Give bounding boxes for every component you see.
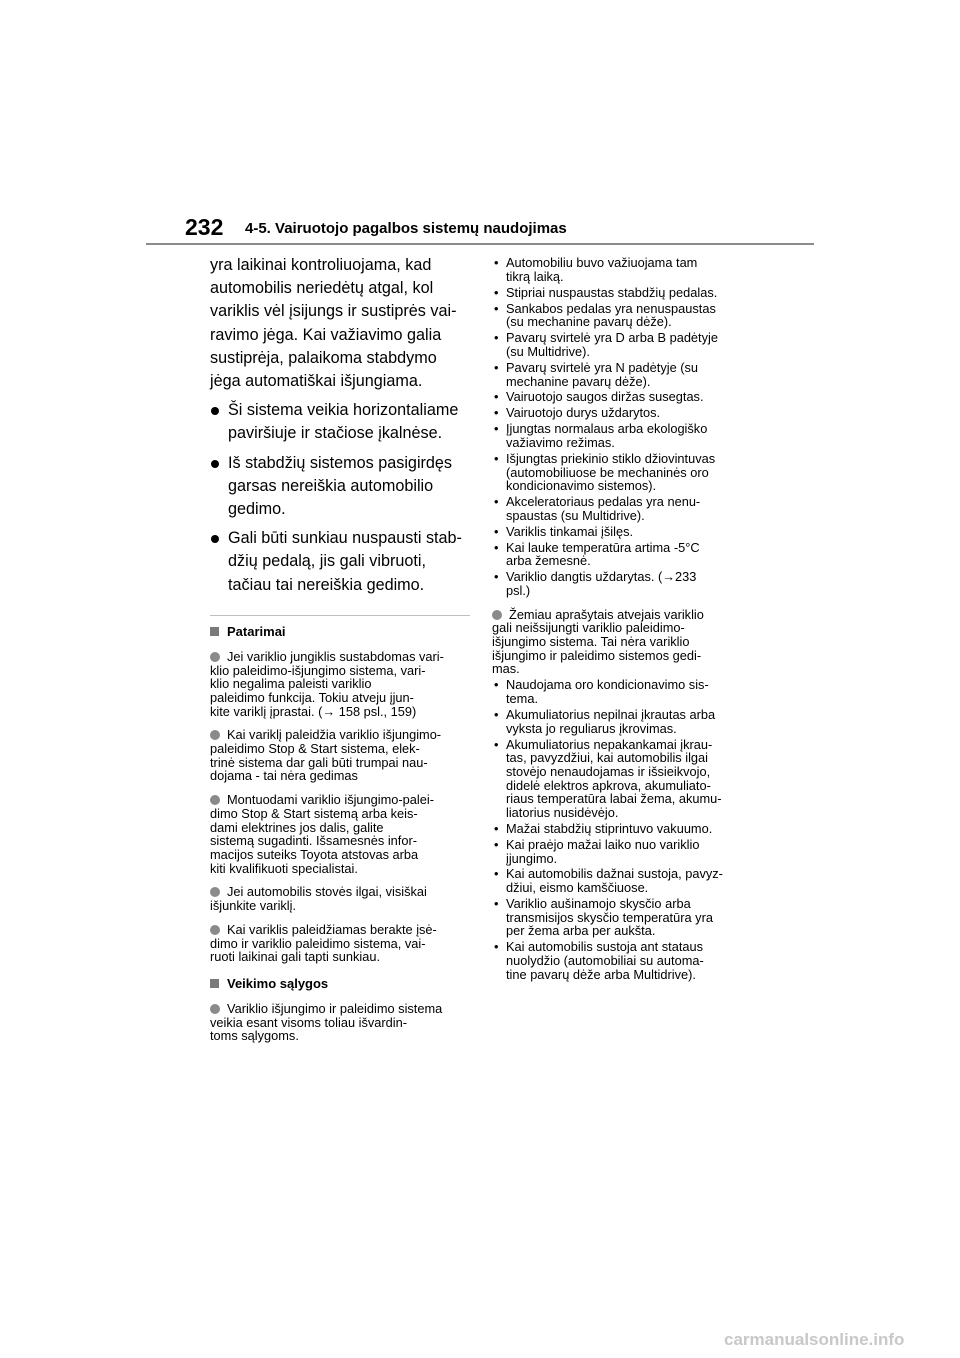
condition-item: • Variklis tinkamai įšilęs. xyxy=(492,525,760,539)
condition-item: • Įjungtas normalaus arba ekologiško važiavimo režimas. xyxy=(492,422,760,449)
main-bullet-item xyxy=(210,399,470,445)
page-number: 232 xyxy=(185,214,224,240)
tip-item: Montuodami variklio išjungimo-palei- dimo Stop & Start sistemą arba keis- dami elektrines jos dalis, galite sistemą sugadinti. Išsamesnės infor- macijos suteiks Toyota atstovas arba kiti kvalifikuoti specialistai. xyxy=(210,792,434,876)
tip-item: Kai variklis paleidžiamas berakte įsė- dimo ir variklio paleidimo sistema, vai- ruoti laikinai gali tapti sunkiau. xyxy=(210,921,437,965)
circle-marker-icon xyxy=(210,795,220,805)
circle-marker-icon xyxy=(210,652,220,662)
circle-marker-icon xyxy=(210,730,220,740)
main-bullet-item xyxy=(210,452,470,522)
circle-marker-icon xyxy=(210,887,220,897)
exceptions-note: Žemiau aprašytais atvejais variklio gali neišsijungti variklio paleidimo- išjungimo sistema. Tai nėra variklio išjungimo ir paleidimo sistemos gedi- mas. xyxy=(492,606,704,677)
circle-marker-icon xyxy=(210,925,220,935)
exception-item: • Kai praėjo mažai laiko nuo variklio įjungimo. xyxy=(492,838,760,865)
tip-item: Jei variklio jungiklis sustabdomas vari- klio paleidimo-išjungimo sistema, vari- klio negalima paleisti variklio paleidimo funkcija. Tokiu atveju įjun- kite variklį įprastai. (→ 158 psl., 159) xyxy=(210,648,444,719)
condition-item: • Pavarų svirtelė yra N padėtyje (su mechanine pavarų dėže). xyxy=(492,361,760,388)
exception-item: • Kai automobilis sustoja ant stataus nuolydžio (automobiliai su automa- tine pavarų dėže arba Multidrive). xyxy=(492,940,760,981)
section-title: 4-5. Vairuotojo pagalbos sistemų naudojimas xyxy=(245,220,567,237)
condition-item: • Išjungtas priekinio stiklo džiovintuvas (automobiliuose be mechaninės oro kondicionavimo sistemos). xyxy=(492,452,760,493)
conditions-list xyxy=(492,256,760,597)
bullet-text: Gali būti sunkiau nuspausti stab- džių pedalą, jis gali vibruoti, tačiau tai nereiškia gedimo. xyxy=(228,529,462,594)
right-column xyxy=(492,254,760,981)
exception-item: • Variklio aušinamojo skysčio arba transmisijos skysčio temperatūra yra per žema arba per aukšta. xyxy=(492,897,760,938)
condition-item: • Sankabos pedalas yra nenuspaustas (su mechanine pavarų dėže). xyxy=(492,302,760,329)
main-bullet-list xyxy=(210,399,470,597)
main-bullet-item xyxy=(210,527,470,597)
condition-item: • Vairuotojo durys uždarytos. xyxy=(492,406,760,420)
exception-item: • Akumuliatorius nepakankamai įkrau- tas, pavyzdžiui, kai automobilis ilgai stovėjo nenaudojamas ir išsieikvojo, didelė elektros apkrova, akumuliato- riaus temperatūra labai žema, akumu- liatorius nusidėvėjo. xyxy=(492,738,760,820)
condition-item: • Kai lauke temperatūra artima -5°C arba žemesnė. xyxy=(492,541,760,568)
condition-item: • Stipriai nuspaustas stabdžių pedalas. xyxy=(492,286,760,300)
circle-marker-icon xyxy=(210,1004,220,1014)
left-column xyxy=(210,254,470,1043)
intro-paragraph: yra laikinai kontroliuojama, kad automobilis neriedėtų atgal, kol variklis vėl įsijungs ir sustiprės vai- ravimo jėga. Kai važiavimo galia sustiprėja, palaikoma stabdymo jėga automatiškai išjungiama. xyxy=(210,256,457,391)
bullet-text: Ši sistema veikia horizontaliame paviršiuje ir stačiose įkalnėse. xyxy=(228,401,459,443)
square-marker-icon xyxy=(210,627,219,636)
circle-marker-icon xyxy=(492,610,502,620)
condition-item: • Pavarų svirtelė yra D arba B padėtyje (su Multidrive). xyxy=(492,331,760,358)
conditions-heading: Veikimo sąlygos xyxy=(210,976,470,992)
column-divider xyxy=(210,615,470,616)
exception-item: • Mažai stabdžių stiprintuvo vakuumo. xyxy=(492,822,760,836)
exception-item: • Akumuliatorius nepilnai įkrautas arba vyksta jo reguliarus įkrovimas. xyxy=(492,708,760,735)
condition-item: • Vairuotojo saugos diržas susegtas. xyxy=(492,390,760,404)
exception-item: • Kai automobilis dažnai sustoja, pavyz- džiui, eismo kamščiuose. xyxy=(492,867,760,894)
condition-item: • Automobiliu buvo važiuojama tam tikrą laiką. xyxy=(492,256,760,283)
bullet-dot-icon xyxy=(211,407,219,415)
condition-item: • Akceleratoriaus pedalas yra nenu- spaustas (su Multidrive). xyxy=(492,495,760,522)
bullet-dot-icon xyxy=(211,535,219,543)
bullet-dot-icon xyxy=(211,460,219,468)
square-marker-icon xyxy=(210,979,219,988)
tip-item: Jei automobilis stovės ilgai, visiškai išjunkite variklį. xyxy=(210,884,427,914)
header-divider xyxy=(146,243,814,245)
tips-heading: Patarimai xyxy=(210,624,470,640)
exceptions-list xyxy=(492,678,760,981)
tip-item: Kai variklį paleidžia variklio išjungimo- paleidimo Stop & Start sistema, elek- trinė sistema dar gali būti trumpai nau- dojama - tai nėra gedimas xyxy=(210,727,442,784)
exception-item: • Naudojama oro kondicionavimo sis- tema. xyxy=(492,678,760,705)
watermark: carmanualsonline.info xyxy=(724,1330,905,1349)
conditions-note: Variklio išjungimo ir paleidimo sistema veikia esant visoms toliau išvardin- toms sąlygoms. xyxy=(210,1000,443,1044)
condition-item: • Variklio dangtis uždarytas. (→233 psl.) xyxy=(492,570,760,597)
bullet-text: Iš stabdžių sistemos pasigirdęs garsas nereiškia automobilio gedimo. xyxy=(228,453,453,519)
